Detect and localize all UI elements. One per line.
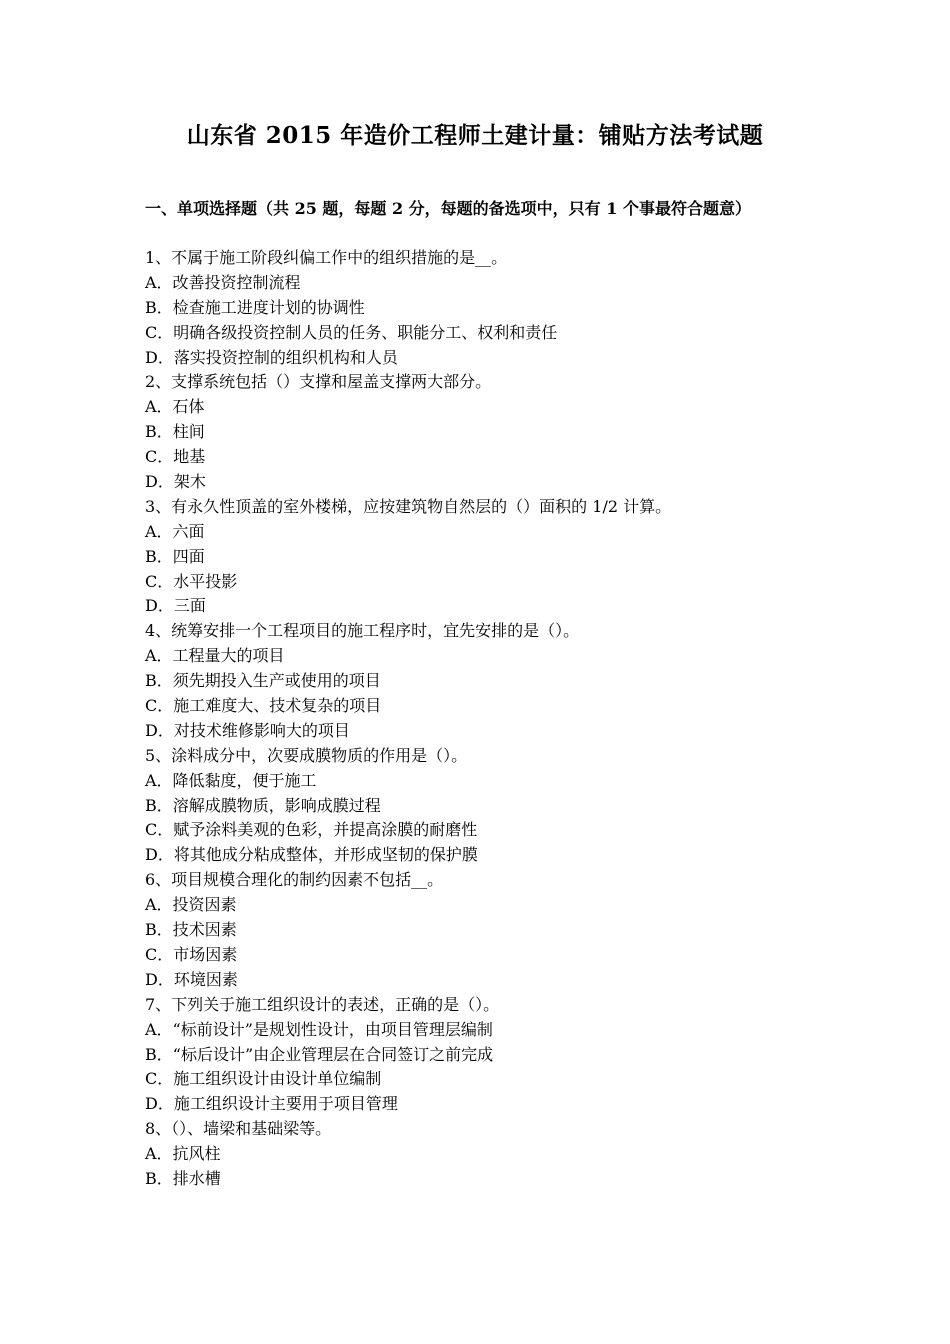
answer-option: A．降低黏度，便于施工 [145,770,317,790]
answer-option: B．四面 [145,546,205,566]
question-stem: 3、有永久性顶盖的室外楼梯，应按建筑物自然层的（）面积的 1/2 计算。 [145,496,672,516]
answer-option: A．石体 [145,397,205,417]
answer-option: A．投资因素 [145,895,237,915]
answer-option: A．工程量大的项目 [145,646,285,666]
answer-option: C．施工组织设计由设计单位编制 [145,1069,382,1089]
question-stem: 6、项目规模合理化的制约因素不包括__。 [145,870,444,890]
answer-option: D．将其他成分粘成整体，并形成坚韧的保护膜 [145,845,478,865]
question-stem: 8、（）、墙梁和基础梁等。 [145,1119,332,1139]
answer-option: C．赋予涂料美观的色彩，并提高涂膜的耐磨性 [145,820,478,840]
question-stem: 5、涂料成分中，次要成膜物质的作用是（）。 [145,745,468,765]
answer-option: D．对技术维修影响大的项目 [145,720,350,740]
question-stem: 2、支撑系统包括（）支撑和屋盖支撑两大部分。 [145,372,492,392]
answer-option: D．施工组织设计主要用于项目管理 [145,1094,398,1114]
section-heading: 一、单项选择题（共 25 题，每题 2 分，每题的备选项中，只有 1 个事最符合题意） [145,199,751,218]
answer-option: B．技术因素 [145,920,237,940]
answer-option: B．溶解成膜物质，影响成膜过程 [145,795,381,815]
answer-option: A．“标前设计”是规划性设计，由项目管理层编制 [145,1019,493,1039]
answer-option: B．柱间 [145,422,205,442]
answer-option: B．检查施工进度计划的协调性 [145,297,365,317]
answer-option: D．三面 [145,596,206,616]
answer-option: D．落实投资控制的组织机构和人员 [145,347,398,367]
answer-option: D．环境因素 [145,969,238,989]
document-title: 山东省 2015 年造价工程师土建计量：铺贴方法考试题 [186,122,764,149]
question-stem: 4、统筹安排一个工程项目的施工程序时，宜先安排的是（）。 [145,621,580,641]
answer-option: A．改善投资控制流程 [145,272,301,292]
answer-option: C．施工难度大、技术复杂的项目 [145,696,382,716]
answer-option: A．抗风柱 [145,1144,221,1164]
answer-option: C．水平投影 [145,571,238,591]
answer-option: C．地基 [145,447,206,467]
question-stem: 7、下列关于施工组织设计的表述，正确的是（）。 [145,994,500,1014]
answer-option: D．架木 [145,472,206,492]
answer-option: A．六面 [145,521,205,541]
answer-option: B．“标后设计”由企业管理层在合同签订之前完成 [145,1044,494,1064]
answer-option: C．明确各级投资控制人员的任务、职能分工、权利和责任 [145,322,558,342]
question-list [145,246,815,1192]
answer-option: B．排水槽 [145,1168,221,1188]
answer-option: C．市场因素 [145,944,238,964]
answer-option: B．须先期投入生产或使用的项目 [145,671,381,691]
question-stem: 1、不属于施工阶段纠偏工作中的组织措施的是__。 [145,248,508,267]
